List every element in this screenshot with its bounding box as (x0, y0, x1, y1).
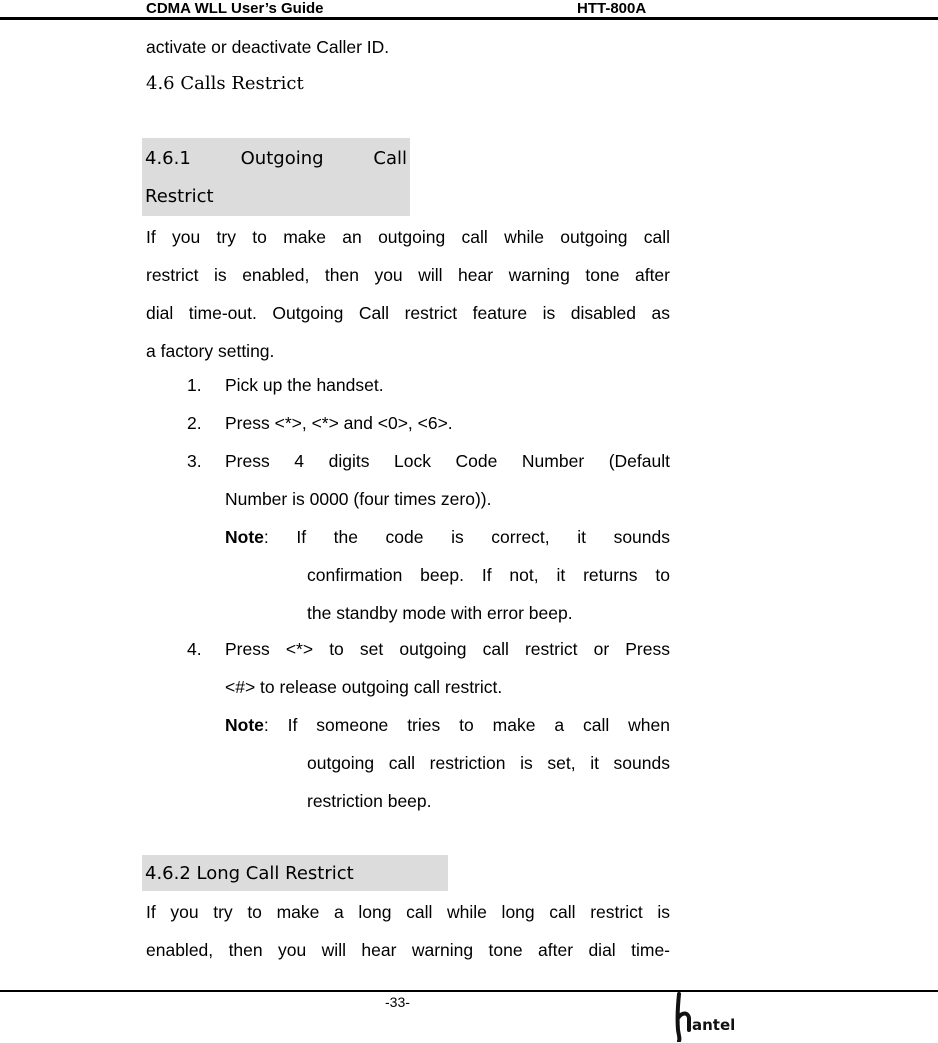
svg-text:antel: antel (692, 1016, 736, 1034)
note-text: : If the code is correct, it sounds (263, 527, 670, 547)
step-line: Press <*> to set outgoing call restrict or Press (225, 639, 670, 659)
step-number: 1. (187, 375, 202, 395)
note-label: Note (225, 715, 264, 735)
step-text (225, 630, 670, 706)
step-line: Press 4 digits Lock Code Number (Default (225, 451, 670, 471)
section-heading: 4.6 Calls Restrict (146, 73, 304, 94)
subsection-heading-box (142, 855, 448, 891)
step-text: Pick up the handset. (225, 375, 384, 395)
paragraph-line: restrict is enabled, then you will hear warning tone after (146, 265, 670, 285)
note-continuation (307, 744, 670, 820)
doc-title: CDMA WLL User’s Guide (146, 0, 324, 17)
heading-number: 4.6.1 (145, 148, 191, 169)
heading-word: Outgoing (240, 148, 324, 169)
heading-word: Call (373, 148, 407, 169)
step-text: Press <*>, <*> and <0>, <6>. (225, 413, 453, 433)
header-rule (0, 17, 938, 20)
note-label: Note (225, 527, 264, 547)
paragraph-line: a factory setting. (146, 341, 275, 361)
note-line: restriction beep. (307, 791, 432, 811)
paragraph-line: dial time-out. Outgoing Call restrict feature is disabled as (146, 303, 670, 323)
paragraph-line: If you try to make an outgoing call while outgoing call (146, 227, 670, 247)
note-line: the standby mode with error beep. (307, 603, 573, 623)
paragraph (146, 218, 670, 370)
note-continuation (307, 556, 670, 632)
subsection-heading-line1 (145, 148, 407, 169)
note (225, 518, 670, 556)
note-text: : If someone tries to make a call when (263, 715, 670, 735)
paragraph (146, 893, 670, 969)
step-number: 2. (187, 413, 202, 433)
model-number: HTT-800A (577, 0, 647, 17)
page-number: -33- (385, 994, 410, 1010)
subsection-heading: 4.6.2 Long Call Restrict (145, 863, 354, 884)
footer-rule (0, 990, 938, 992)
hantel-logo (672, 992, 744, 1042)
note-line: confirmation beep. If not, it returns to (307, 565, 670, 585)
subsection-heading-line2: Restrict (145, 186, 214, 207)
step-number: 3. (187, 451, 202, 471)
paragraph-line: If you try to make a long call while long call restrict is (146, 902, 670, 922)
step-line: Number is 0000 (four times zero)). (225, 489, 492, 509)
intro-line: activate or deactivate Caller ID. (146, 37, 390, 57)
step-line: <#> to release outgoing call restrict. (225, 677, 503, 697)
step-text (225, 442, 670, 518)
subsection-heading-box (142, 138, 410, 216)
note-line: outgoing call restriction is set, it sounds (307, 753, 670, 773)
step-number: 4. (187, 639, 202, 659)
note (225, 706, 670, 744)
paragraph-line: enabled, then you will hear warning tone after dial time- (146, 940, 670, 960)
